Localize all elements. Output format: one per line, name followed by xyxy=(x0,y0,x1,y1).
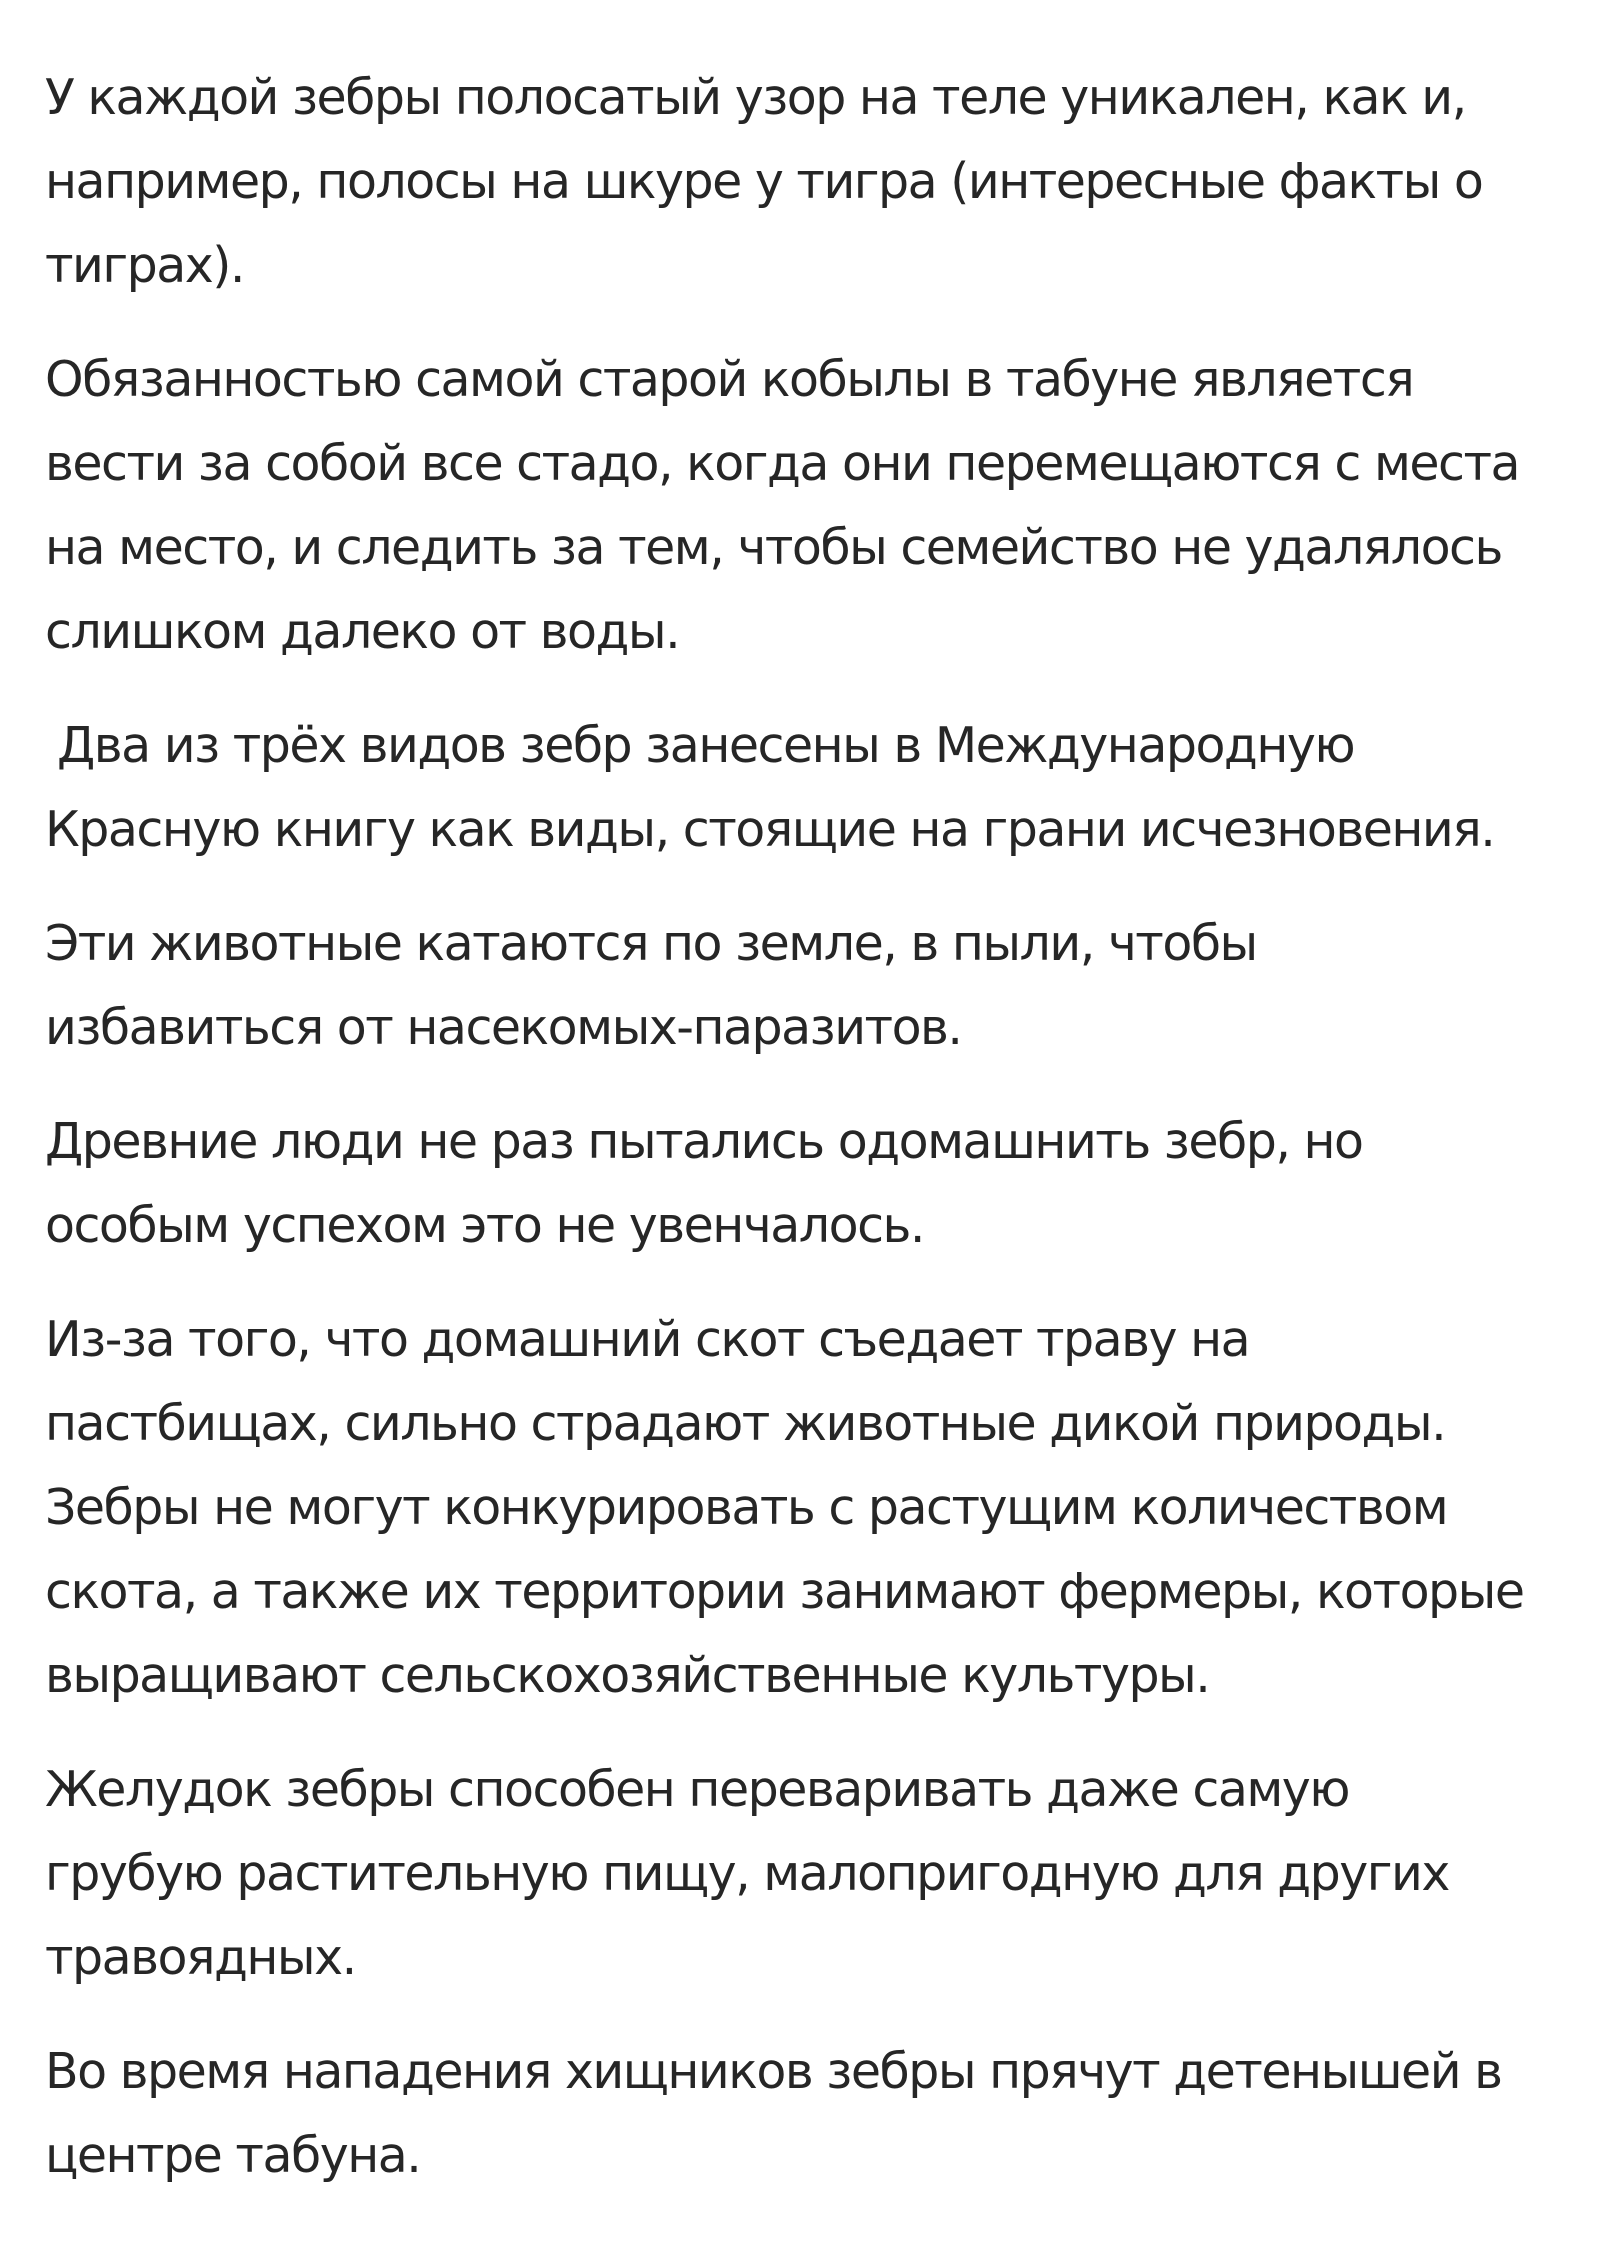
text-line: Два из трёх видов зебр занесены в Международную xyxy=(57,717,1355,774)
text-line: Зебры не могут конкурировать с растущим количеством xyxy=(45,1479,1448,1536)
text-line: тиграх). xyxy=(45,237,244,294)
text-line: вести за собой все стадо, когда они перемещаются с места xyxy=(45,435,1520,492)
text-line: особым успехом это не увенчалось. xyxy=(45,1197,924,1254)
paragraph-domestication xyxy=(45,1100,1565,1268)
text-line: Обязанностью самой старой кобылы в табуне является xyxy=(45,351,1414,408)
paragraph-digestion xyxy=(45,1748,1565,2000)
paragraph-dust-bathing xyxy=(45,902,1565,1070)
text-line: Желудок зебры способен переваривать даже самую xyxy=(45,1761,1350,1818)
text-line: скота, а также их территории занимают фермеры, которые xyxy=(45,1563,1524,1620)
text-line: травоядных. xyxy=(45,1929,356,1986)
text-line: Во время нападения хищников зебры прячут детенышей в xyxy=(45,2043,1502,2100)
text-line: Древние люди не раз пытались одомашнить зебр, но xyxy=(45,1113,1363,1170)
article-body xyxy=(45,56,1565,2228)
text-line: Эти животные катаются по земле, в пыли, чтобы xyxy=(45,915,1257,972)
text-line: пастбищах, сильно страдают животные дикой природы. xyxy=(45,1395,1446,1452)
text-line: например, полосы на шкуре у тигра (интересные факты о xyxy=(45,153,1483,210)
text-line: У каждой зебры полосатый узор на теле уникален, как и, xyxy=(45,69,1466,126)
paragraph-red-book xyxy=(45,704,1565,872)
text-line: центре табуна. xyxy=(45,2127,421,2184)
text-line: выращивают сельскохозяйственные культуры. xyxy=(45,1647,1210,1704)
paragraph-livestock-competition xyxy=(45,1298,1565,1718)
text-line: Красную книгу как виды, стоящие на грани исчезновения. xyxy=(45,801,1495,858)
paragraph-herd-leader xyxy=(45,338,1565,674)
text-line: избавиться от насекомых-паразитов. xyxy=(45,999,962,1056)
text-line: слишком далеко от воды. xyxy=(45,603,680,660)
text-line: на место, и следить за тем, чтобы семейство не удалялось xyxy=(45,519,1502,576)
paragraph-predator-defense xyxy=(45,2030,1565,2198)
text-line: грубую растительную пищу, малопригодную для других xyxy=(45,1845,1449,1902)
paragraph-zebra-stripes xyxy=(45,56,1565,308)
text-line: Из-за того, что домашний скот съедает траву на xyxy=(45,1311,1250,1368)
